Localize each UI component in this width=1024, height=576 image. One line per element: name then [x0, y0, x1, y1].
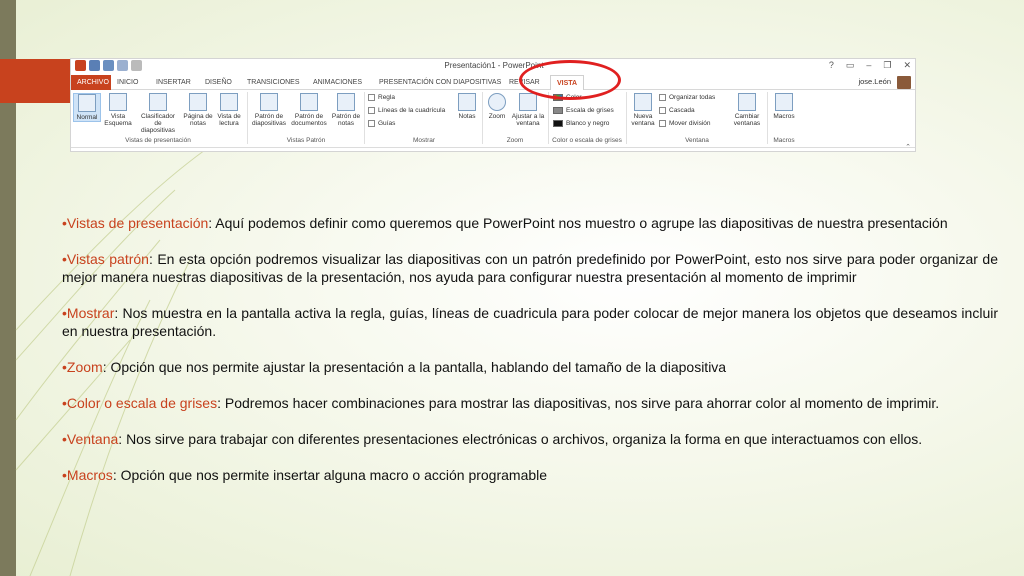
powerpoint-ribbon [70, 58, 916, 152]
window-title: Presentación1 - PowerPoint [444, 61, 544, 70]
bullet-term: •Ventana [62, 431, 119, 447]
bullet-text: : Opción que nos permite ajustar la presentación a la pantalla, hablando del tamaño de la diapositiva [102, 359, 727, 375]
notes-page-label: Página de notas [183, 113, 213, 127]
gridlines-checkbox[interactable] [368, 107, 445, 114]
group-separator [482, 92, 483, 144]
group-separator [364, 92, 365, 144]
fit-to-window-label: Ajustar a la ventana [511, 113, 545, 127]
group-label-window: Ventana [685, 137, 709, 144]
new-window-label: Nueva ventana [631, 113, 655, 127]
tab-animaciones[interactable]: ANIMACIONES [313, 79, 363, 86]
notes-master-button[interactable] [331, 93, 361, 127]
notes-icon [458, 93, 476, 111]
bullet-mostrar [62, 304, 998, 340]
tab-revisar[interactable]: REVISAR [509, 79, 540, 86]
guides-label: Guías [378, 120, 396, 127]
notes-master-label: Patrón de notas [331, 113, 361, 127]
group-separator [626, 92, 627, 144]
grayscale-label: Escala de grises [566, 107, 614, 114]
avatar[interactable] [897, 76, 911, 89]
tab-vista[interactable]: VISTA [550, 75, 584, 91]
tab-diseno[interactable]: DISEÑO [205, 79, 232, 86]
group-label-color: Color o escala de grises [552, 137, 622, 144]
group-separator [767, 92, 768, 144]
bullet-term: •Mostrar [62, 305, 115, 321]
notes-page-button[interactable] [183, 93, 213, 127]
macros-label: Macros [773, 113, 795, 120]
macros-icon [775, 93, 793, 111]
outline-view-button[interactable] [103, 93, 133, 127]
collapse-ribbon-icon[interactable]: ⌃ [905, 144, 911, 151]
arrange-all-icon [659, 94, 666, 101]
red-accent-tab [0, 59, 72, 103]
restore-button[interactable]: ❐ [883, 60, 892, 70]
group-label-presentation-views: Vistas de presentación [125, 137, 191, 144]
window-controls [829, 60, 911, 71]
slide-sorter-label: Clasificador de diapositivas [141, 113, 175, 134]
checkbox-icon [368, 107, 375, 114]
new-window-button[interactable] [629, 93, 657, 127]
color-label: Color [566, 94, 582, 101]
grayscale-option[interactable] [553, 107, 614, 114]
group-label-macros: Macros [773, 137, 795, 144]
magnifier-icon [488, 93, 506, 111]
handout-master-button[interactable] [289, 93, 329, 127]
notes-master-icon [337, 93, 355, 111]
tab-presentacion[interactable]: PRESENTACIÓN CON DIAPOSITIVAS [379, 79, 502, 86]
outline-view-label: Vista Esquema [104, 113, 132, 127]
checkbox-icon [368, 94, 375, 101]
ribbon-bottom-border [71, 147, 916, 148]
group-label-master-views: Vistas Patrón [286, 137, 326, 144]
title-bar [71, 59, 916, 75]
cascade-icon [659, 107, 666, 114]
ruler-label: Regla [378, 94, 395, 101]
notes-button[interactable] [455, 93, 479, 120]
bullet-term: •Color o escala de grises [62, 395, 218, 411]
reading-view-label: Vista de lectura [217, 113, 241, 127]
bullet-term: •Vistas de presentación [62, 215, 209, 231]
bullet-vistas-presentacion [62, 214, 998, 232]
arrange-all-button[interactable] [659, 94, 715, 101]
cascade-button[interactable] [659, 107, 695, 114]
bullet-text: : Aquí podemos definir como queremos que PowerPoint nos muestro o agrupe las diapositivas de nuestra presentación [208, 215, 948, 231]
ribbon-body [71, 90, 916, 152]
switch-windows-icon [738, 93, 756, 111]
bullet-text: : En esta opción podremos visualizar las diapositivas con un patrón predefinido por PowerPoint, esto nos sirve para poder organizar de mejor manera nuestras diapositivas de la presentación, nos ayuda para configurar nuestra presentación al momento de imprimir [62, 251, 999, 285]
notes-label: Notas [458, 113, 476, 120]
arrange-all-label: Organizar todas [669, 94, 716, 101]
zoom-label: Zoom [488, 113, 506, 120]
explanation-list [62, 214, 998, 502]
bullet-term: •Macros [62, 467, 113, 483]
handout-master-label: Patrón de documentos [291, 113, 327, 127]
handout-master-icon [300, 93, 318, 111]
ruler-checkbox[interactable] [368, 94, 395, 101]
normal-view-icon [78, 94, 96, 112]
tab-insertar[interactable]: INSERTAR [156, 79, 191, 86]
switch-windows-button[interactable] [729, 93, 765, 127]
slide-sorter-button[interactable] [137, 93, 179, 134]
close-button[interactable]: ✕ [903, 60, 911, 70]
minimize-button[interactable]: – [866, 60, 872, 70]
black-white-swatch-icon [553, 120, 563, 127]
macros-button[interactable] [770, 93, 798, 120]
zoom-button[interactable] [485, 93, 509, 120]
slide-master-button[interactable] [251, 93, 287, 127]
ribbon-tabs [71, 75, 916, 90]
bullet-term: •Vistas patrón [62, 251, 149, 267]
bullet-zoom [62, 358, 998, 376]
bullet-ventana [62, 430, 998, 448]
group-label-zoom: Zoom [506, 137, 524, 144]
fit-to-window-button[interactable] [511, 93, 545, 127]
normal-view-label: Normal [76, 114, 98, 121]
outline-view-icon [109, 93, 127, 111]
ribbon-display-button[interactable]: ▭ [845, 60, 855, 70]
slide-master-icon [260, 93, 278, 111]
fit-window-icon [519, 93, 537, 111]
normal-view-button[interactable] [73, 93, 101, 122]
notes-page-icon [189, 93, 207, 111]
move-split-icon [659, 120, 666, 127]
move-split-label: Mover división [669, 120, 711, 127]
reading-view-icon [220, 93, 238, 111]
gridlines-label: Líneas de la cuadrícula [378, 107, 446, 114]
bullet-macros [62, 466, 998, 484]
switch-windows-label: Cambiar ventanas [733, 113, 761, 127]
slide-master-label: Patrón de diapositivas [252, 113, 286, 127]
move-split-button[interactable] [659, 120, 711, 127]
grayscale-swatch-icon [553, 107, 563, 114]
tab-archivo[interactable]: ARCHIVO [71, 75, 111, 90]
help-button[interactable]: ? [828, 60, 834, 70]
group-label-show: Mostrar [412, 137, 436, 144]
bullet-vistas-patron [62, 250, 998, 286]
black-white-label: Blanco y negro [566, 120, 610, 127]
bullet-text: : Nos sirve para trabajar con diferentes presentaciones electrónicas o archivos, organiza la forma en que interactuamos con ellos. [118, 431, 923, 447]
bullet-text: : Nos muestra en la pantalla activa la regla, guías, líneas de cuadricula para poder colocar de mejor manera los objetos que deseamos incluir en nuestra presentación. [62, 305, 998, 339]
bullet-text: : Podremos hacer combinaciones para mostrar las diapositivas, nos sirve para ahorrar color al momento de imprimir. [217, 395, 940, 411]
reading-view-button[interactable] [215, 93, 243, 127]
slide-sorter-icon [149, 93, 167, 111]
user-name[interactable]: jose.León [858, 77, 891, 86]
tab-transiciones[interactable]: TRANSICIONES [247, 79, 300, 86]
highlight-circle [519, 60, 621, 100]
bullet-color [62, 394, 998, 412]
tab-inicio[interactable]: INICIO [117, 79, 139, 86]
guides-checkbox[interactable] [368, 120, 395, 127]
bullet-term: •Zoom [62, 359, 103, 375]
new-window-icon [634, 93, 652, 111]
checkbox-icon [368, 120, 375, 127]
group-separator [247, 92, 248, 144]
bullet-text: : Opción que nos permite insertar alguna macro o acción programable [112, 467, 548, 483]
black-white-option[interactable] [553, 120, 609, 127]
cascade-label: Cascada [669, 107, 695, 114]
